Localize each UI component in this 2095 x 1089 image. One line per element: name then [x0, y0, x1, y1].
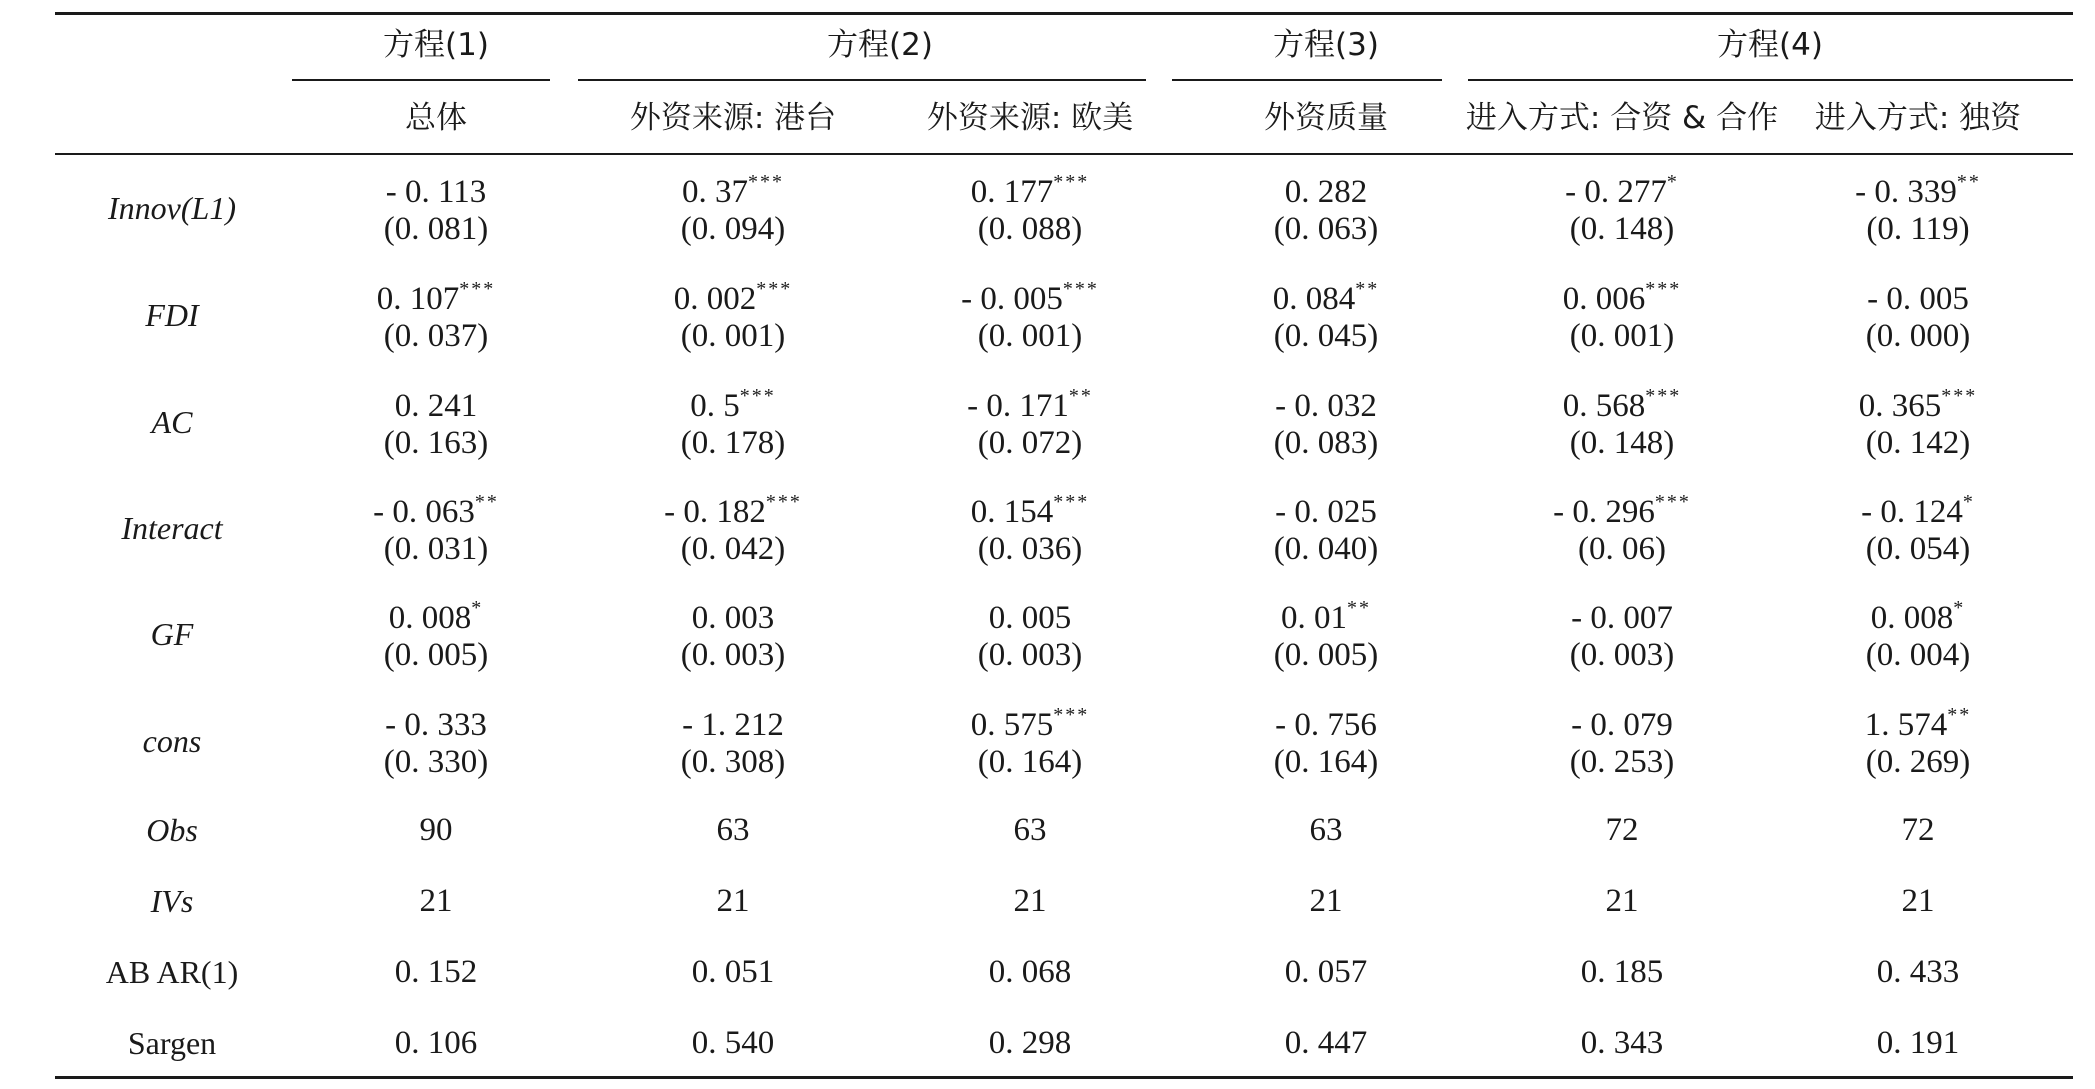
significance-stars: *** — [765, 491, 802, 513]
group-rule-2 — [578, 79, 1146, 81]
group-header-2: 方程(2) — [827, 27, 933, 63]
coefficient-cell — [1855, 172, 1981, 209]
stat-value: 63 — [1013, 812, 1047, 848]
significance-stars: * — [1953, 597, 1966, 619]
coefficient-value: 0. 365 — [1858, 388, 1942, 424]
stat-value: 21 — [1309, 883, 1343, 919]
coefficient-cell — [1571, 705, 1673, 742]
coefficient-cell — [690, 386, 776, 423]
standard-error: (0. 000) — [1865, 318, 1971, 354]
stat-value: 0. 057 — [1284, 954, 1368, 990]
significance-stars: * — [1666, 171, 1679, 193]
stat-label: AB AR(1) — [105, 954, 239, 990]
stat-value: 0. 068 — [988, 954, 1072, 990]
standard-error: (0. 037) — [383, 318, 489, 354]
coefficient-cell — [1285, 172, 1368, 209]
coefficient-cell — [1275, 492, 1377, 529]
standard-error: (0. 005) — [1273, 637, 1379, 673]
standard-error: (0. 178) — [680, 425, 786, 461]
group-rule-3 — [1172, 79, 1442, 81]
column-header-5: 进入方式: 合资 & 合作 — [1465, 100, 1779, 136]
row-label: AC — [151, 404, 193, 440]
significance-stars: *** — [1053, 491, 1090, 513]
stat-value: 21 — [1605, 883, 1639, 919]
stat-value: 72 — [1901, 812, 1935, 848]
significance-stars: *** — [1053, 704, 1090, 726]
stat-value: 63 — [716, 812, 750, 848]
standard-error: (0. 119) — [1866, 211, 1970, 247]
stat-label: IVs — [150, 883, 194, 919]
coefficient-cell — [1553, 492, 1691, 529]
group-rule-4 — [1468, 79, 2073, 81]
coefficient-cell — [1571, 598, 1673, 635]
coefficient-value: - 0. 124 — [1861, 494, 1963, 530]
coefficient-cell — [971, 492, 1090, 529]
row-label: FDI — [145, 297, 199, 333]
stat-value: 0. 298 — [988, 1025, 1072, 1061]
stat-value: 0. 191 — [1876, 1025, 1960, 1061]
coefficient-value: 0. 006 — [1562, 281, 1646, 317]
standard-error: (0. 005) — [383, 637, 489, 673]
coefficient-cell — [1861, 492, 1975, 529]
coefficient-value: 0. 37 — [682, 174, 748, 210]
coefficient-cell — [1273, 279, 1380, 316]
significance-stars: *** — [1645, 278, 1682, 300]
coefficient-cell — [664, 492, 802, 529]
standard-error: (0. 031) — [383, 531, 489, 567]
significance-stars: ** — [474, 491, 499, 513]
standard-error: (0. 088) — [977, 211, 1083, 247]
stat-value: 0. 343 — [1580, 1025, 1664, 1061]
row-label: cons — [142, 723, 202, 759]
column-header-3: 外资来源: 欧美 — [926, 100, 1134, 136]
coefficient-value: 0. 177 — [970, 174, 1054, 210]
stat-value: 72 — [1605, 812, 1639, 848]
significance-stars: *** — [1654, 491, 1691, 513]
significance-stars: ** — [1347, 597, 1371, 619]
coefficient-value: - 1. 212 — [682, 707, 784, 743]
significance-stars: *** — [1062, 278, 1099, 300]
coefficient-value: 0. 5 — [690, 388, 740, 424]
table-top-rule — [55, 12, 2073, 15]
significance-stars: ** — [1956, 171, 1981, 193]
group-rule-1 — [292, 79, 550, 81]
stat-value: 0. 106 — [394, 1025, 478, 1061]
coefficient-value: 0. 002 — [673, 281, 757, 317]
standard-error: (0. 003) — [977, 637, 1083, 673]
coefficient-value: 0. 568 — [1562, 388, 1646, 424]
coefficient-value: - 0. 296 — [1553, 494, 1655, 530]
coefficient-cell — [1275, 705, 1377, 742]
standard-error: (0. 045) — [1273, 318, 1379, 354]
coefficient-value: 0. 084 — [1272, 281, 1356, 317]
standard-error: (0. 164) — [1273, 744, 1379, 780]
coefficient-value: - 0. 339 — [1855, 174, 1957, 210]
stat-value: 90 — [419, 812, 453, 848]
standard-error: (0. 083) — [1273, 425, 1379, 461]
standard-error: (0. 269) — [1865, 744, 1971, 780]
coefficient-value: 1. 574 — [1864, 707, 1948, 743]
stat-value: 21 — [716, 883, 750, 919]
significance-stars: *** — [1053, 171, 1090, 193]
standard-error: (0. 148) — [1569, 425, 1675, 461]
coefficient-cell — [385, 705, 487, 742]
standard-error: (0. 040) — [1273, 531, 1379, 567]
significance-stars: ** — [1947, 704, 1972, 726]
stat-label: Obs — [146, 812, 198, 848]
standard-error: (0. 001) — [680, 318, 786, 354]
coefficient-cell — [961, 279, 1099, 316]
standard-error: (0. 001) — [977, 318, 1083, 354]
column-header-1: 总体 — [405, 100, 467, 136]
coefficient-cell — [682, 172, 784, 209]
stat-value: 0. 540 — [691, 1025, 775, 1061]
coefficient-cell — [1867, 279, 1969, 316]
significance-stars: *** — [748, 171, 784, 193]
stat-value: 0. 152 — [394, 954, 478, 990]
stat-value: 0. 447 — [1284, 1025, 1368, 1061]
standard-error: (0. 042) — [680, 531, 786, 567]
coefficient-value: 0. 575 — [970, 707, 1054, 743]
row-label: GF — [150, 616, 194, 652]
coefficient-cell — [989, 598, 1072, 635]
coefficient-cell — [1859, 386, 1978, 423]
significance-stars: *** — [1941, 385, 1978, 407]
coefficient-value: - 0. 005 — [1867, 281, 1969, 317]
coefficient-value: 0. 005 — [988, 600, 1072, 636]
standard-error: (0. 072) — [977, 425, 1083, 461]
group-header-4: 方程(4) — [1717, 27, 1823, 63]
coefficient-value: 0. 003 — [691, 600, 775, 636]
standard-error: (0. 094) — [680, 211, 786, 247]
group-header-3: 方程(3) — [1273, 27, 1379, 63]
standard-error: (0. 142) — [1865, 425, 1971, 461]
coefficient-value: - 0. 032 — [1275, 388, 1377, 424]
coefficient-value: - 0. 277 — [1565, 174, 1667, 210]
coefficient-value: - 0. 063 — [373, 494, 475, 530]
stat-label: Sargen — [127, 1025, 217, 1061]
coefficient-cell — [377, 279, 496, 316]
standard-error: (0. 003) — [680, 637, 786, 673]
coefficient-value: - 0. 182 — [664, 494, 766, 530]
standard-error: (0. 06) — [1578, 531, 1666, 567]
standard-error: (0. 036) — [977, 531, 1083, 567]
coefficient-cell — [1281, 598, 1371, 635]
coefficient-cell — [395, 386, 478, 423]
stat-value: 63 — [1309, 812, 1343, 848]
coefficient-value: - 0. 025 — [1275, 494, 1377, 530]
coefficient-cell — [1865, 705, 1972, 742]
standard-error: (0. 308) — [680, 744, 786, 780]
coefficient-value: - 0. 007 — [1571, 600, 1673, 636]
coefficient-cell — [971, 705, 1090, 742]
coefficient-cell — [386, 172, 487, 209]
coefficient-cell — [674, 279, 793, 316]
significance-stars: * — [1962, 491, 1975, 513]
coefficient-value: - 0. 333 — [385, 707, 487, 743]
coefficient-cell — [692, 598, 775, 635]
standard-error: (0. 063) — [1273, 211, 1379, 247]
standard-error: (0. 004) — [1865, 637, 1971, 673]
standard-error: (0. 001) — [1569, 318, 1675, 354]
coefficient-value: - 0. 113 — [385, 174, 487, 210]
standard-error: (0. 081) — [383, 211, 489, 247]
significance-stars: * — [471, 597, 484, 619]
coefficient-cell — [1563, 386, 1682, 423]
coefficient-cell — [971, 172, 1090, 209]
coefficient-cell — [682, 705, 784, 742]
coefficient-value: 0. 01 — [1281, 600, 1347, 636]
significance-stars: *** — [1645, 385, 1682, 407]
column-header-6: 进入方式: 独资 — [1814, 100, 2022, 136]
coefficient-value: 0. 282 — [1284, 174, 1368, 210]
standard-error: (0. 163) — [383, 425, 489, 461]
stat-value: 21 — [1901, 883, 1935, 919]
coefficient-value: 0. 008 — [1870, 600, 1954, 636]
table-bottom-rule — [55, 1076, 2073, 1079]
standard-error: (0. 330) — [383, 744, 489, 780]
coefficient-cell — [1871, 598, 1966, 635]
stat-value: 0. 185 — [1580, 954, 1664, 990]
significance-stars: *** — [459, 278, 496, 300]
standard-error: (0. 054) — [1865, 531, 1971, 567]
stat-value: 0. 433 — [1876, 954, 1960, 990]
coefficient-cell — [373, 492, 499, 529]
stat-value: 21 — [1013, 883, 1047, 919]
row-label: Interact — [121, 510, 223, 546]
coefficient-cell — [967, 386, 1093, 423]
standard-error: (0. 164) — [977, 744, 1083, 780]
significance-stars: *** — [756, 278, 793, 300]
standard-error: (0. 148) — [1569, 211, 1675, 247]
standard-error: (0. 003) — [1569, 637, 1675, 673]
coefficient-value: - 0. 171 — [967, 388, 1069, 424]
standard-error: (0. 253) — [1569, 744, 1675, 780]
stat-value: 0. 051 — [691, 954, 775, 990]
coefficient-value: 0. 008 — [388, 600, 472, 636]
group-header-1: 方程(1) — [383, 27, 489, 63]
coefficient-value: 0. 154 — [970, 494, 1054, 530]
significance-stars: *** — [739, 385, 776, 407]
coefficient-value: - 0. 756 — [1275, 707, 1377, 743]
coefficient-value: - 0. 079 — [1571, 707, 1673, 743]
coefficient-value: 0. 241 — [394, 388, 478, 424]
column-header-4: 外资质量 — [1264, 100, 1388, 136]
column-header-2: 外资来源: 港台 — [629, 100, 837, 136]
significance-stars: ** — [1068, 385, 1093, 407]
coefficient-value: - 0. 005 — [961, 281, 1063, 317]
coefficient-cell — [1565, 172, 1679, 209]
significance-stars: ** — [1355, 278, 1380, 300]
row-label: Innov(L1) — [108, 190, 236, 226]
header-bottom-rule — [55, 153, 2073, 155]
coefficient-value: 0. 107 — [376, 281, 460, 317]
coefficient-cell — [1275, 386, 1377, 423]
coefficient-cell — [389, 598, 484, 635]
stat-value: 21 — [419, 883, 453, 919]
coefficient-cell — [1563, 279, 1682, 316]
